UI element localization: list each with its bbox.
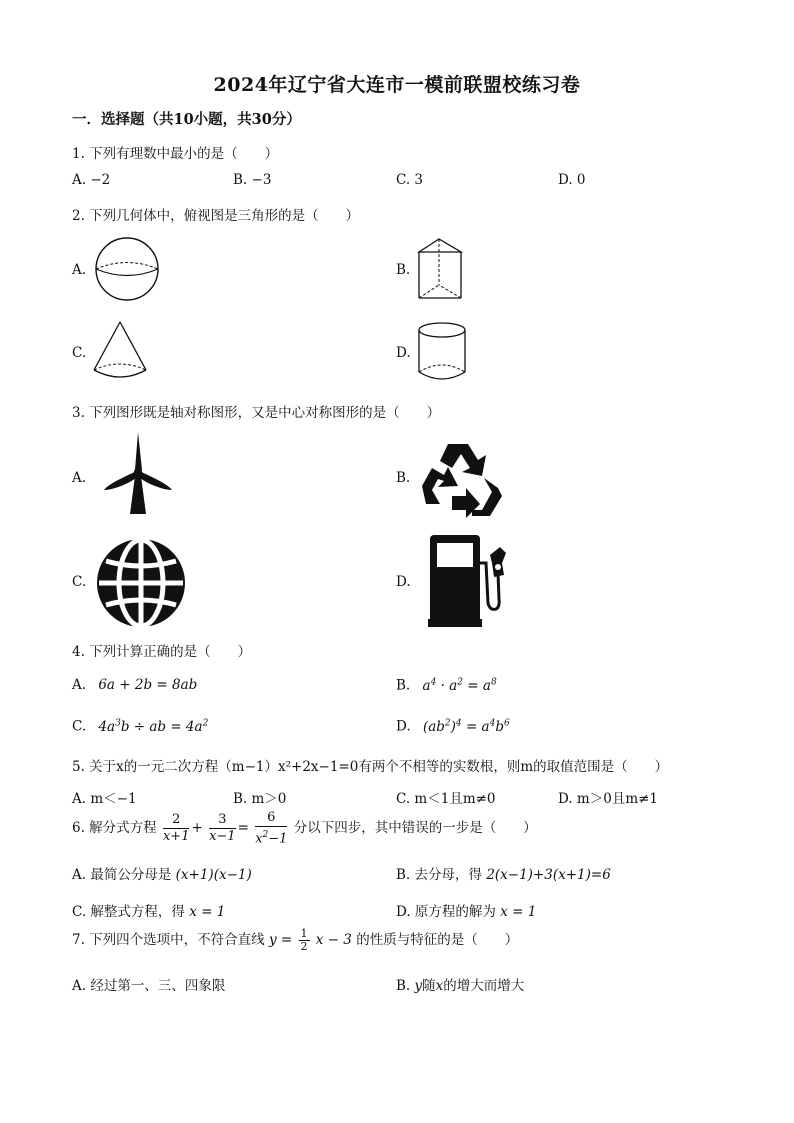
sphere-icon — [92, 236, 162, 302]
question-3-option-d[interactable]: D. — [396, 574, 411, 590]
question-2-option-a[interactable]: A. — [72, 262, 87, 278]
question-4-option-c[interactable] — [72, 718, 208, 735]
variable: y — [414, 978, 423, 994]
formula: 2(x−1)+3(x+1)=6 — [486, 867, 611, 883]
question-6-option-a[interactable] — [72, 863, 252, 883]
option-text: A. 最简公分母是 — [72, 867, 172, 883]
formula-b: $a^4 \cdot a^2 = a^8$ — [422, 677, 497, 694]
formula-c: $4a^3b$ ÷ ab = $4a^2$ — [98, 718, 209, 735]
fraction: $\frac{1}{2}$ — [300, 927, 308, 953]
question-2-stem: 2. 下列几何体中，俯视图是三角形的是（ ） — [72, 208, 360, 224]
question-5-stem: 5. 关于x的一元二次方程（m−1）x²+2x−1=0有两个不相等的实数根，则m的取值范围是（ ） — [72, 759, 669, 775]
question-5-option-d[interactable]: D. m＞0且m≠1 — [558, 791, 659, 807]
cylinder-icon — [416, 320, 468, 384]
formula-d: $(ab^2)^4 = a^4b^6$ — [422, 718, 510, 735]
question-7-suffix: 的性质与特征的是（ ） — [356, 932, 519, 948]
question-1-option-a[interactable]: A. −2 — [72, 172, 111, 188]
option-text: C. 解整式方程，得 — [72, 904, 185, 920]
formula: x − 3 — [315, 932, 352, 948]
question-2-option-d[interactable]: D. — [396, 345, 411, 361]
question-3-option-b[interactable]: B. — [396, 470, 411, 486]
fraction: $\frac{2}{x+1}$ — [162, 812, 190, 845]
recycle-icon — [418, 438, 502, 518]
option-text: 随 — [422, 978, 436, 994]
question-7-stem — [72, 928, 518, 953]
triangular-prism-icon — [415, 236, 467, 302]
cone-icon — [90, 318, 150, 384]
question-6-option-c[interactable] — [72, 900, 225, 920]
formula: (x+1)(x−1) — [175, 867, 252, 883]
question-5-option-c[interactable]: C. m＜1且m≠0 — [396, 791, 496, 807]
question-1-stem: 1. 下列有理数中最小的是（ ） — [72, 146, 279, 162]
option-text: B. 去分母，得 — [396, 867, 483, 883]
question-4-option-d[interactable] — [396, 718, 510, 735]
question-1-option-d[interactable]: D. 0 — [558, 172, 586, 188]
section-heading: 一．选择题（共10小题，共30分） — [72, 111, 301, 128]
globe-icon — [94, 536, 188, 630]
question-6-option-d[interactable] — [396, 900, 536, 920]
formula: y = — [268, 932, 293, 948]
gas-pump-icon — [428, 533, 508, 629]
question-6-suffix: 分以下四步，其中错误的一步是（ ） — [293, 820, 537, 837]
variable: x — [435, 978, 444, 994]
formula: x = 1 — [189, 904, 226, 920]
question-3-option-a[interactable]: A. — [72, 470, 87, 486]
option-label: A. — [72, 677, 87, 693]
question-4-stem: 4. 下列计算正确的是（ ） — [72, 644, 252, 660]
fraction: $\frac{6}{x^2-1}$ — [255, 810, 288, 847]
question-6-prefix: 6. 解分式方程 — [72, 820, 157, 837]
option-text: D. 原方程的解为 — [396, 904, 496, 920]
question-7-option-a[interactable]: A. 经过第一、三、四象限 — [72, 978, 226, 994]
question-1-option-c[interactable]: C. 3 — [396, 172, 424, 188]
question-6-stem: 6. 解分式方程 $\frac{2}{x+1}$ + $\frac{3}{x-1}$ = $\frac{6}{x^2-1}$ 分以下四步，其中错误的一步是（ ） — [72, 810, 537, 847]
question-5-option-b[interactable]: B. m＞0 — [233, 791, 287, 807]
fraction: $\frac{3}{x-1}$ — [209, 812, 236, 845]
question-7-prefix: 7. 下列四个选项中，不符合直线 — [72, 932, 265, 948]
page-title: 2024年辽宁省大连市一模前联盟校练习卷 — [213, 74, 581, 96]
question-2-option-c[interactable]: C. — [72, 345, 87, 361]
option-text: 的增大而增大 — [443, 978, 525, 994]
question-1-option-b[interactable]: B. −3 — [233, 172, 272, 188]
question-3-stem: 3. 下列图形既是轴对称图形，又是中心对称图形的是（ ） — [72, 405, 441, 421]
option-label: B. — [396, 677, 411, 694]
question-4-option-a[interactable] — [72, 677, 197, 693]
formula-a: 6a + 2b = 8ab — [98, 677, 198, 693]
option-label: D. — [396, 718, 411, 735]
option-label: C. — [72, 718, 87, 735]
option-label: B. — [396, 978, 411, 994]
windmill-icon — [100, 430, 176, 518]
question-7-option-b[interactable] — [396, 974, 524, 994]
formula: x = 1 — [500, 904, 537, 920]
question-5-option-a[interactable]: A. m＜−1 — [72, 791, 137, 807]
question-2-option-b[interactable]: B. — [396, 262, 411, 278]
question-6-option-b[interactable] — [396, 863, 611, 883]
question-4-option-b[interactable] — [396, 677, 497, 694]
question-3-option-c[interactable]: C. — [72, 574, 87, 590]
